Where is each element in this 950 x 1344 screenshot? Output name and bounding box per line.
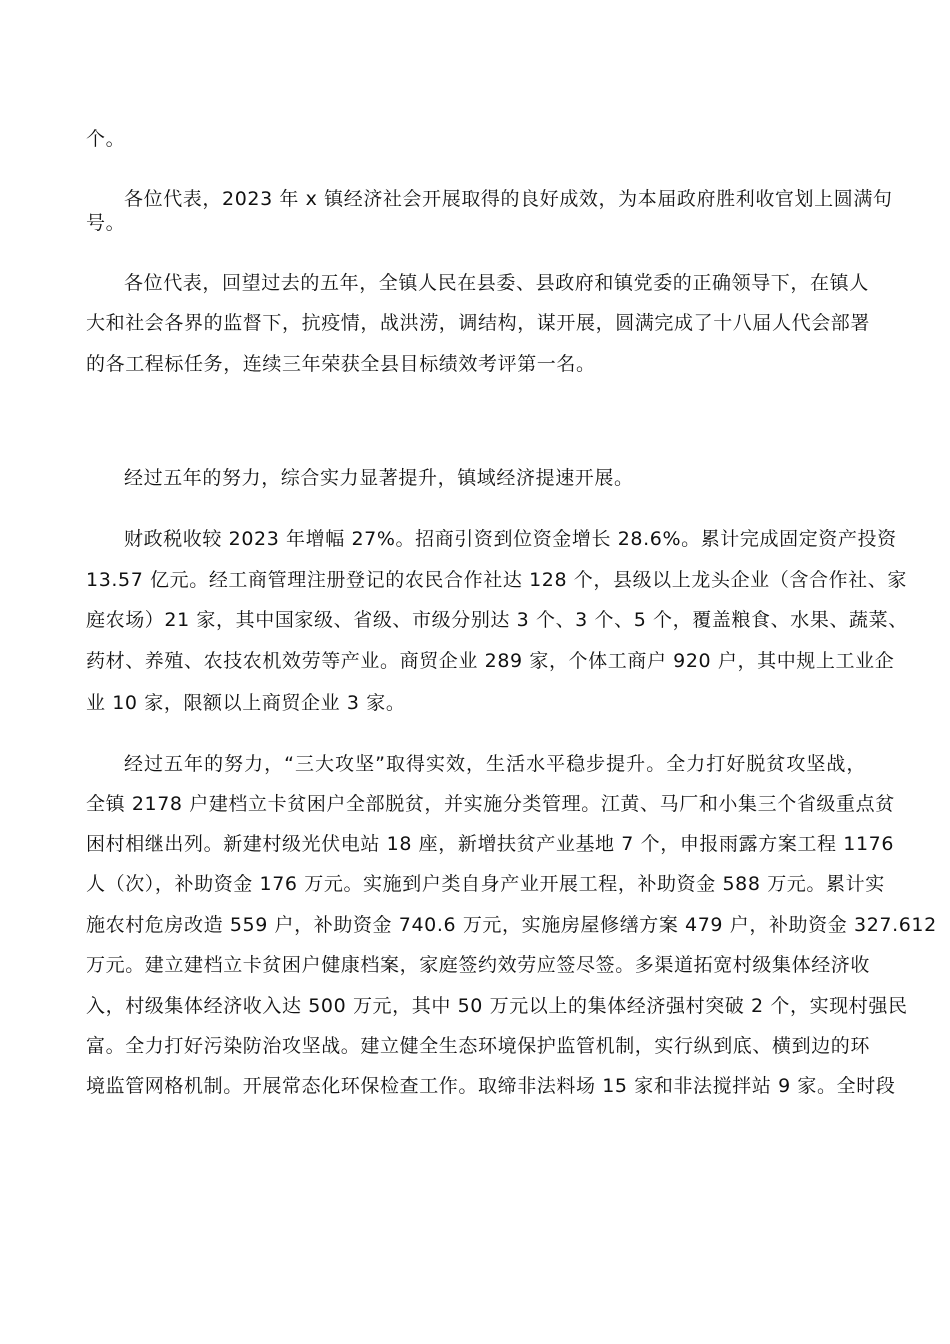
text-line: 各位代表，2023 年 x 镇经济社会开展取得的良好成效，为本届政府胜利收官划上圆满句 <box>124 188 893 210</box>
text-line: 人（次），补助资金 176 万元。实施到户类自身产业开展工程，补助资金 588 万元。累计实 <box>86 873 885 895</box>
text-line: 经过五年的努力，综合实力显著提升，镇域经济提速开展。 <box>124 467 634 489</box>
text-line: 各位代表，回望过去的五年，全镇人民在县委、县政府和镇党委的正确领导下，在镇人 <box>124 272 869 294</box>
text-line: 的各工程标任务，连续三年荣获全县目标绩效考评第一名。 <box>86 353 596 375</box>
text-line: 施农村危房改造 559 户，补助资金 740.6 万元，实施房屋修缮方案 479 户，补助资金 327.612 <box>86 914 937 936</box>
text-line: 号。 <box>86 212 126 234</box>
text-line: 全镇 2178 户建档立卡贫困户全部脱贫，并实施分类管理。江黄、马厂和小集三个省级重点贫 <box>86 793 895 815</box>
text-line: 入，村级集体经济收入达 500 万元，其中 50 万元以上的集体经济强村突破 2 个，实现村强民 <box>86 995 908 1017</box>
text-line: 13.57 亿元。经工商管理注册登记的农民合作社达 128 个，县级以上龙头企业（含合作社、家 <box>86 569 907 591</box>
text-line: 大和社会各界的监督下，抗疫情，战洪涝，调结构，谋开展，圆满完成了十八届人代会部署 <box>86 312 871 334</box>
text-line: 富。全力打好污染防治攻坚战。建立健全生态环境保护监管机制，实行纵到底、横到边的环 <box>86 1035 871 1057</box>
text-line: 困村相继出列。新建村级光伏电站 18 座，新增扶贫产业基地 7 个，申报雨露方案工程 1176 <box>86 833 895 855</box>
text-line: 经过五年的努力，“三大攻坚”取得实效，生活水平稳步提升。全力打好脱贫攻坚战， <box>124 753 866 775</box>
text-line: 万元。建立建档立卡贫困户健康档案，家庭签约效劳应签尽签。多渠道拓宽村级集体经济收 <box>86 954 871 976</box>
text-line: 个。 <box>86 128 126 150</box>
text-line: 庭农场）21 家，其中国家级、省级、市级分别达 3 个、3 个、5 个，覆盖粮食、水果、蔬菜、 <box>86 609 908 631</box>
text-line: 财政税收较 2023 年增幅 27%。招商引资到位资金增长 28.6%。累计完成固定资产投资 <box>124 528 897 550</box>
text-line: 业 10 家，限额以上商贸企业 3 家。 <box>86 692 406 714</box>
text-line: 药材、养殖、农技农机效劳等产业。商贸企业 289 家，个体工商户 920 户，其中规上工业企 <box>86 650 895 672</box>
text-line: 境监管网格机制。开展常态化环保检查工作。取缔非法料场 15 家和非法搅拌站 9 家。全时段 <box>86 1075 896 1097</box>
